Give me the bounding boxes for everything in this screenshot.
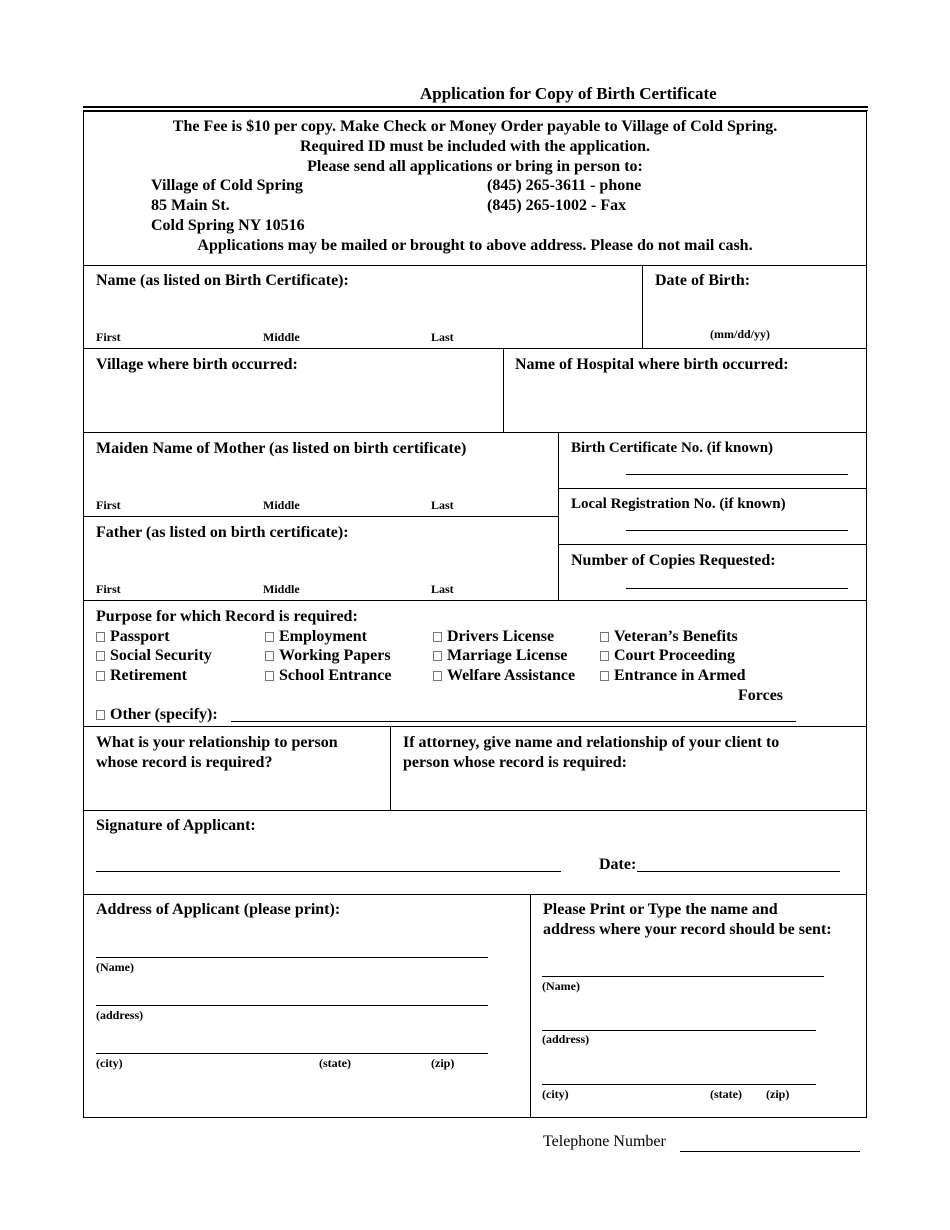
signature-label: Signature of Applicant: — [96, 817, 256, 834]
checkbox-icon — [433, 632, 442, 642]
id-text: Required ID must be included with the application. — [300, 138, 650, 155]
address-line-3: Cold Spring NY 10516 — [151, 217, 305, 234]
divider — [558, 432, 559, 600]
first-label: First — [96, 330, 121, 344]
telephone-label: Telephone Number — [543, 1133, 666, 1150]
checkbox-icon — [96, 710, 105, 720]
date-line[interactable] — [637, 871, 840, 872]
mother-label: Maiden Name of Mother (as listed on birth certificate) — [96, 440, 467, 457]
applicant-name-line[interactable] — [96, 957, 488, 958]
middle-label: Middle — [263, 498, 300, 512]
last-label: Last — [431, 498, 454, 512]
name-caption: (Name) — [96, 960, 134, 974]
cert-no-label: Birth Certificate No. (if known) — [571, 440, 774, 456]
divider — [503, 348, 504, 432]
send-city-line[interactable] — [542, 1084, 816, 1085]
applicant-address-label: Address of Applicant (please print): — [96, 901, 341, 918]
name-label: Name (as listed on Birth Certificate): — [96, 272, 349, 289]
checkbox-icon — [433, 651, 442, 661]
divider — [83, 432, 867, 433]
checkbox-icon — [600, 671, 609, 681]
applicant-address-line[interactable] — [96, 1005, 488, 1006]
middle-label: Middle — [263, 582, 300, 596]
fax-text: (845) 265-1002 - Fax — [487, 197, 627, 214]
divider — [558, 488, 867, 489]
copies-line[interactable] — [626, 588, 848, 589]
checkbox-passport[interactable]: Passport — [96, 628, 170, 646]
signature-line[interactable] — [96, 871, 561, 872]
checkbox-other[interactable]: Other (specify): — [96, 706, 218, 724]
send-address-label-1: Please Print or Type the name and — [543, 901, 778, 918]
attorney-label-2: person whose record is required: — [403, 754, 627, 771]
relationship-label-2: whose record is required? — [96, 754, 273, 771]
phone-text: (845) 265-3611 - phone — [487, 177, 642, 194]
checkbox-icon — [96, 671, 105, 681]
divider — [83, 516, 558, 517]
checkbox-social-security[interactable]: Social Security — [96, 647, 212, 665]
last-label: Last — [431, 330, 454, 344]
armed-forces-continued: Forces — [738, 687, 784, 704]
father-label: Father (as listed on birth certificate): — [96, 524, 349, 541]
name-caption: (Name) — [542, 979, 580, 993]
checkbox-drivers-license[interactable]: Drivers License — [433, 628, 554, 646]
cert-no-line[interactable] — [626, 474, 848, 475]
page-title: Application for Copy of Birth Certificate — [420, 84, 717, 103]
checkbox-icon — [96, 632, 105, 642]
hospital-label: Name of Hospital where birth occurred: — [515, 356, 789, 373]
divider — [390, 726, 391, 810]
other-specify-line[interactable] — [231, 721, 796, 722]
applicant-city-line[interactable] — [96, 1053, 488, 1054]
first-label: First — [96, 498, 121, 512]
state-caption: (state) — [710, 1087, 742, 1101]
send-name-line[interactable] — [542, 976, 824, 977]
checkbox-icon — [600, 632, 609, 642]
divider — [642, 265, 643, 348]
address-line-1: Village of Cold Spring — [151, 177, 303, 194]
divider — [530, 894, 531, 1118]
village-label: Village where birth occurred: — [96, 356, 298, 373]
address-caption: (address) — [96, 1008, 144, 1022]
checkbox-retirement[interactable]: Retirement — [96, 667, 187, 685]
fee-text: The Fee is $10 per copy. Make Check or Money Order payable to Village of Cold Spring. — [172, 118, 778, 135]
city-caption: (city) — [96, 1056, 123, 1070]
last-label: Last — [431, 582, 454, 596]
checkbox-armed-forces[interactable]: Entrance in Armed — [600, 667, 746, 685]
mail-note: Applications may be mailed or brought to above address. Please do not mail cash. — [197, 237, 753, 254]
date-label: Date: — [599, 856, 637, 873]
divider — [83, 348, 867, 349]
address-line-2: 85 Main St. — [151, 197, 230, 214]
checkbox-icon — [600, 651, 609, 661]
local-reg-label: Local Registration No. (if known) — [571, 496, 786, 512]
divider — [83, 265, 867, 266]
checkbox-school-entrance[interactable]: School Entrance — [265, 667, 391, 685]
checkbox-icon — [265, 632, 274, 642]
send-address-label-2: address where your record should be sent: — [543, 921, 832, 938]
send-text: Please send all applications or bring in person to: — [307, 158, 643, 175]
telephone-line[interactable] — [680, 1151, 860, 1152]
checkbox-marriage-license[interactable]: Marriage License — [433, 647, 567, 665]
first-label: First — [96, 582, 121, 596]
address-caption: (address) — [542, 1032, 590, 1046]
purpose-label: Purpose for which Record is required: — [96, 608, 358, 625]
dob-format: (mm/dd/yy) — [710, 327, 770, 341]
divider — [83, 600, 867, 601]
dob-label: Date of Birth: — [655, 272, 751, 289]
divider — [83, 894, 867, 895]
divider — [83, 810, 867, 811]
checkbox-welfare-assistance[interactable]: Welfare Assistance — [433, 667, 575, 685]
checkbox-employment[interactable]: Employment — [265, 628, 367, 646]
checkbox-veterans-benefits[interactable]: Veteran’s Benefits — [600, 628, 738, 646]
divider — [83, 726, 867, 727]
checkbox-court-proceeding[interactable]: Court Proceeding — [600, 647, 735, 665]
attorney-label-1: If attorney, give name and relationship of your client to — [403, 734, 780, 751]
relationship-label-1: What is your relationship to person — [96, 734, 338, 751]
checkbox-icon — [265, 651, 274, 661]
state-caption: (state) — [319, 1056, 351, 1070]
zip-caption: (zip) — [766, 1087, 790, 1101]
copies-label: Number of Copies Requested: — [571, 552, 776, 569]
city-caption: (city) — [542, 1087, 569, 1101]
divider — [558, 544, 867, 545]
zip-caption: (zip) — [431, 1056, 455, 1070]
checkbox-icon — [433, 671, 442, 681]
send-address-line[interactable] — [542, 1030, 816, 1031]
checkbox-icon — [96, 651, 105, 661]
checkbox-icon — [265, 671, 274, 681]
local-reg-line[interactable] — [626, 530, 848, 531]
checkbox-working-papers[interactable]: Working Papers — [265, 647, 391, 665]
middle-label: Middle — [263, 330, 300, 344]
